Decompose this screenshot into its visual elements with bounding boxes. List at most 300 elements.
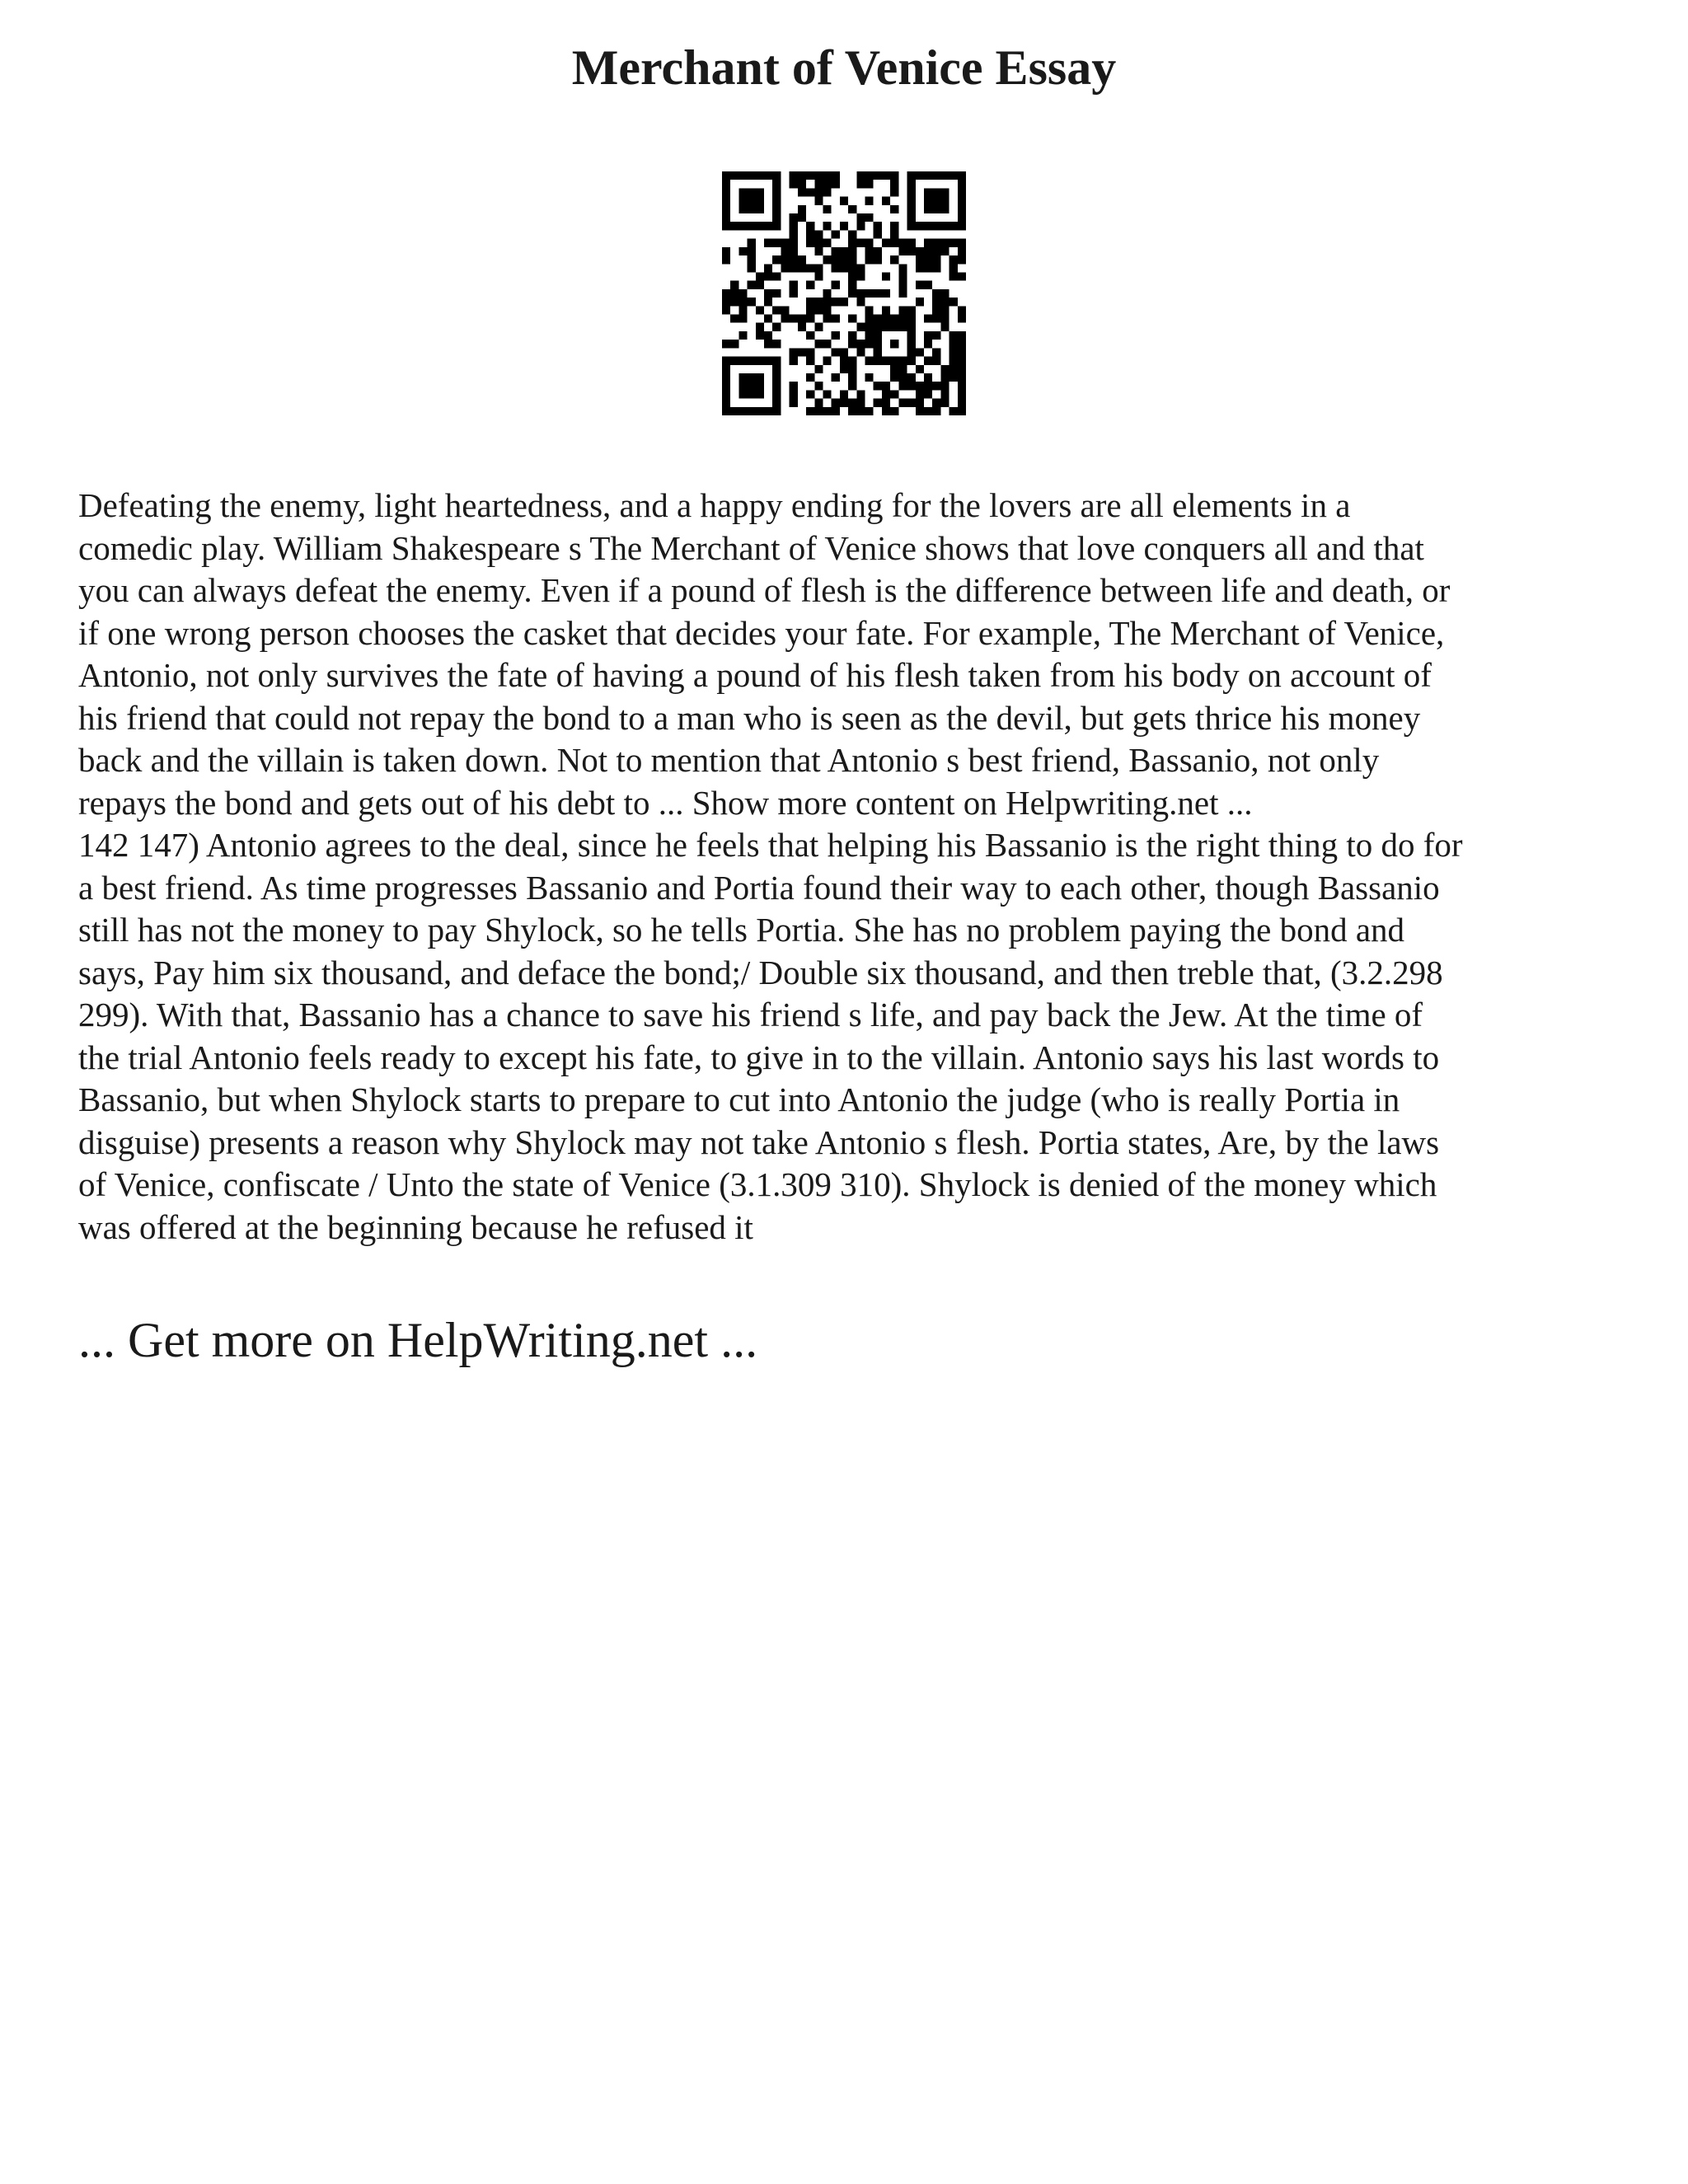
qr-module xyxy=(764,407,772,415)
qr-module xyxy=(756,205,764,213)
qr-module xyxy=(848,373,856,382)
qr-module xyxy=(924,340,932,348)
qr-module xyxy=(790,255,798,264)
qr-module xyxy=(924,390,932,398)
qr-module xyxy=(798,171,806,180)
qr-module xyxy=(814,407,823,415)
qr-module xyxy=(790,382,798,390)
qr-module xyxy=(748,171,756,180)
qr-module xyxy=(898,357,907,365)
qr-module xyxy=(832,407,840,415)
essay-line: 142 147) Antonio agrees to the deal, since he feels that helping his Bassanio is the right thing to do for xyxy=(78,826,1463,864)
qr-module xyxy=(916,399,924,407)
qr-module xyxy=(950,239,958,247)
qr-module xyxy=(764,331,772,340)
qr-module xyxy=(722,407,730,415)
qr-module xyxy=(848,264,856,272)
qr-module xyxy=(790,239,798,247)
qr-module xyxy=(832,373,840,382)
qr-module xyxy=(856,289,865,298)
qr-module xyxy=(907,180,916,188)
qr-module xyxy=(848,340,856,348)
qr-module xyxy=(764,340,772,348)
qr-module xyxy=(772,222,781,230)
qr-module xyxy=(738,197,747,205)
qr-module xyxy=(907,315,916,323)
qr-module xyxy=(907,247,916,255)
qr-module xyxy=(890,357,898,365)
qr-module xyxy=(781,247,789,255)
qr-module xyxy=(814,197,823,205)
qr-module xyxy=(890,239,898,247)
qr-module xyxy=(790,264,798,272)
qr-module xyxy=(814,365,823,373)
qr-module xyxy=(856,340,865,348)
qr-module xyxy=(958,365,966,373)
qr-module xyxy=(958,188,966,196)
qr-module xyxy=(865,247,874,255)
qr-module xyxy=(756,306,764,314)
qr-module xyxy=(738,315,747,323)
qr-module xyxy=(772,197,781,205)
qr-module xyxy=(865,315,874,323)
qr-module xyxy=(898,281,907,289)
qr-module xyxy=(916,298,924,306)
essay-line: of Venice, confiscate / Unto the state of Venice (3.1.309 310). Shylock is denied of the money which xyxy=(78,1165,1437,1203)
qr-module xyxy=(907,357,916,365)
essay-line: repays the bond and gets out of his debt to ... Show more content on Helpwriting.net ... xyxy=(78,783,1253,822)
qr-module xyxy=(748,390,756,398)
qr-module xyxy=(806,298,814,306)
qr-module xyxy=(781,315,789,323)
qr-module xyxy=(756,357,764,365)
qr-module xyxy=(738,188,747,196)
qr-module xyxy=(924,222,932,230)
qr-module xyxy=(848,255,856,264)
qr-module xyxy=(958,222,966,230)
qr-module xyxy=(840,399,848,407)
qr-module xyxy=(950,365,958,373)
qr-module xyxy=(874,357,882,365)
qr-module xyxy=(730,222,738,230)
qr-module xyxy=(932,188,940,196)
qr-module xyxy=(890,230,898,238)
qr-module xyxy=(865,331,874,340)
qr-module xyxy=(823,357,831,365)
qr-module xyxy=(856,399,865,407)
qr-module xyxy=(738,390,747,398)
qr-module xyxy=(940,205,949,213)
qr-module xyxy=(738,331,747,340)
qr-module xyxy=(958,180,966,188)
qr-module xyxy=(882,272,890,280)
qr-module xyxy=(814,382,823,390)
qr-module xyxy=(790,399,798,407)
qr-module xyxy=(874,315,882,323)
qr-module xyxy=(907,188,916,196)
qr-module xyxy=(814,272,823,280)
qr-module xyxy=(874,331,882,340)
qr-module xyxy=(790,222,798,230)
qr-module xyxy=(907,213,916,222)
qr-module xyxy=(814,247,823,255)
qr-module xyxy=(814,180,823,188)
qr-module xyxy=(950,331,958,340)
qr-module xyxy=(748,188,756,196)
qr-module xyxy=(738,407,747,415)
qr-module xyxy=(898,373,907,382)
qr-module xyxy=(924,331,932,340)
qr-module xyxy=(882,239,890,247)
qr-module xyxy=(865,171,874,180)
qr-module xyxy=(890,180,898,188)
qr-module xyxy=(756,188,764,196)
essay-line: you can always defeat the enemy. Even if a pound of flesh is the difference between life and death, or xyxy=(78,571,1451,609)
essay-line: a best friend. As time progresses Bassanio and Portia found their way to each other, though Bassanio xyxy=(78,868,1440,907)
qr-module xyxy=(764,315,772,323)
qr-module xyxy=(738,205,747,213)
qr-module xyxy=(856,213,865,222)
qr-module xyxy=(932,205,940,213)
qr-module xyxy=(940,239,949,247)
qr-code-icon[interactable] xyxy=(722,171,966,415)
qr-module xyxy=(916,255,924,264)
qr-module xyxy=(722,255,730,264)
qr-module xyxy=(898,365,907,373)
qr-module xyxy=(806,407,814,415)
qr-module xyxy=(840,255,848,264)
qr-module xyxy=(856,180,865,188)
qr-module xyxy=(848,365,856,373)
qr-module xyxy=(790,289,798,298)
essay-line: his friend that could not repay the bond to a man who is seen as the devil, but gets thrice his money xyxy=(78,698,1421,737)
qr-module xyxy=(924,407,932,415)
qr-module xyxy=(790,213,798,222)
essay-line: Bassanio, but when Shylock starts to prepare to cut into Antonio the judge (who is really Portia in xyxy=(78,1080,1400,1118)
qr-module xyxy=(832,230,840,238)
qr-module xyxy=(756,382,764,390)
qr-module xyxy=(748,373,756,382)
qr-module xyxy=(874,323,882,331)
qr-module xyxy=(772,373,781,382)
qr-module xyxy=(840,365,848,373)
qr-module xyxy=(898,315,907,323)
qr-module xyxy=(840,357,848,365)
qr-module xyxy=(848,205,856,213)
qr-module xyxy=(950,340,958,348)
qr-module xyxy=(806,264,814,272)
qr-module xyxy=(874,289,882,298)
qr-module xyxy=(848,315,856,323)
qr-module xyxy=(907,306,916,314)
qr-module xyxy=(924,382,932,390)
qr-module xyxy=(856,239,865,247)
qr-module xyxy=(790,171,798,180)
qr-module xyxy=(764,239,772,247)
qr-module xyxy=(958,197,966,205)
qr-module xyxy=(882,390,890,398)
qr-module xyxy=(882,357,890,365)
qr-module xyxy=(865,289,874,298)
qr-module xyxy=(806,171,814,180)
qr-module xyxy=(890,323,898,331)
qr-module xyxy=(814,298,823,306)
qr-module xyxy=(874,247,882,255)
essay-line: says, Pay him six thousand, and deface the bond;/ Double six thousand, and then treble that, (3.2.298 xyxy=(78,953,1443,991)
qr-module xyxy=(958,331,966,340)
qr-module xyxy=(907,171,916,180)
qr-module xyxy=(898,289,907,298)
qr-module xyxy=(958,255,966,264)
qr-module xyxy=(772,407,781,415)
essay-line: still has not the money to pay Shylock, so he tells Portia. She has no problem paying the bond and xyxy=(78,911,1405,949)
qr-module xyxy=(924,255,932,264)
qr-module xyxy=(790,230,798,238)
qr-module xyxy=(865,340,874,348)
qr-module xyxy=(932,306,940,314)
qr-module xyxy=(756,407,764,415)
qr-module xyxy=(764,264,772,272)
qr-module xyxy=(907,373,916,382)
qr-module xyxy=(916,281,924,289)
qr-module xyxy=(772,306,781,314)
qr-module xyxy=(950,171,958,180)
qr-module xyxy=(958,390,966,398)
page-title: Merchant of Venice Essay xyxy=(571,40,1117,95)
qr-module xyxy=(907,399,916,407)
qr-module xyxy=(848,399,856,407)
qr-module xyxy=(890,188,898,196)
qr-module xyxy=(898,272,907,280)
qr-module xyxy=(950,348,958,356)
qr-module xyxy=(798,264,806,272)
qr-module xyxy=(790,247,798,255)
qr-module xyxy=(916,365,924,373)
qr-module xyxy=(907,239,916,247)
qr-module xyxy=(772,180,781,188)
qr-module xyxy=(814,323,823,331)
qr-module xyxy=(882,407,890,415)
qr-module xyxy=(722,289,730,298)
qr-module xyxy=(738,357,747,365)
qr-module xyxy=(832,315,840,323)
qr-module xyxy=(907,331,916,340)
qr-module xyxy=(832,255,840,264)
qr-module xyxy=(890,407,898,415)
qr-module xyxy=(840,264,848,272)
qr-module xyxy=(738,373,747,382)
qr-module xyxy=(814,264,823,272)
qr-module xyxy=(756,222,764,230)
qr-module xyxy=(940,306,949,314)
qr-module xyxy=(848,239,856,247)
qr-module xyxy=(932,348,940,356)
qr-module xyxy=(856,348,865,356)
qr-module xyxy=(874,348,882,356)
qr-module xyxy=(748,382,756,390)
qr-module xyxy=(890,255,898,264)
qr-module xyxy=(924,205,932,213)
qr-module xyxy=(823,171,831,180)
qr-module xyxy=(874,382,882,390)
qr-module xyxy=(756,281,764,289)
qr-module xyxy=(756,323,764,331)
qr-module xyxy=(940,171,949,180)
qr-module xyxy=(748,239,756,247)
qr-module xyxy=(814,306,823,314)
essay-line: comedic play. William Shakespeare s The Merchant of Venice shows that love conquers all and that xyxy=(78,528,1424,567)
qr-module xyxy=(823,188,831,196)
qr-module xyxy=(916,247,924,255)
qr-module xyxy=(840,348,848,356)
qr-module xyxy=(890,340,898,348)
qr-module xyxy=(730,407,738,415)
qr-module xyxy=(832,298,840,306)
qr-module xyxy=(738,222,747,230)
qr-module xyxy=(806,373,814,382)
qr-module xyxy=(781,239,789,247)
qr-module xyxy=(722,365,730,373)
qr-module xyxy=(932,331,940,340)
qr-module xyxy=(940,188,949,196)
qr-module xyxy=(874,399,882,407)
qr-module xyxy=(722,222,730,230)
qr-module xyxy=(772,357,781,365)
qr-module xyxy=(764,272,772,280)
qr-module xyxy=(882,197,890,205)
qr-module xyxy=(958,382,966,390)
qr-module xyxy=(738,289,747,298)
qr-module xyxy=(924,197,932,205)
qr-module xyxy=(806,239,814,247)
essay-line: was offered at the beginning because he refused it xyxy=(78,1207,753,1246)
qr-module xyxy=(772,399,781,407)
qr-module xyxy=(798,348,806,356)
qr-module xyxy=(890,171,898,180)
qr-module xyxy=(848,272,856,280)
qr-module xyxy=(856,272,865,280)
qr-module xyxy=(958,407,966,415)
qr-module xyxy=(865,357,874,365)
qr-module xyxy=(832,331,840,340)
qr-module xyxy=(832,348,840,356)
qr-module xyxy=(874,340,882,348)
qr-module xyxy=(856,323,865,331)
essay-line: back and the villain is taken down. Not to mention that Antonio s best friend, Bassanio, not only xyxy=(78,741,1380,779)
qr-module xyxy=(823,407,831,415)
qr-module xyxy=(722,306,730,314)
qr-module xyxy=(823,239,831,247)
qr-module xyxy=(940,222,949,230)
qr-module xyxy=(814,171,823,180)
qr-module xyxy=(772,255,781,264)
qr-module xyxy=(772,213,781,222)
qr-module xyxy=(772,289,781,298)
qr-module xyxy=(932,315,940,323)
qr-module xyxy=(823,222,831,230)
qr-module xyxy=(856,298,865,306)
qr-module xyxy=(958,357,966,365)
qr-module xyxy=(848,331,856,340)
qr-module xyxy=(940,298,949,306)
qr-module xyxy=(907,205,916,213)
qr-module xyxy=(940,373,949,382)
qr-module xyxy=(890,390,898,398)
qr-module xyxy=(806,348,814,356)
qr-module xyxy=(738,298,747,306)
qr-module xyxy=(907,382,916,390)
qr-module xyxy=(882,171,890,180)
qr-module xyxy=(730,171,738,180)
qr-module xyxy=(907,197,916,205)
qr-module xyxy=(856,222,865,230)
qr-module xyxy=(798,255,806,264)
qr-module xyxy=(722,373,730,382)
qr-module xyxy=(865,373,874,382)
qr-module xyxy=(798,205,806,213)
qr-module xyxy=(874,255,882,264)
qr-module xyxy=(772,272,781,280)
qr-code-graphic xyxy=(722,171,966,415)
qr-module xyxy=(823,289,831,298)
qr-module xyxy=(748,264,756,272)
qr-module xyxy=(856,407,865,415)
qr-module xyxy=(950,298,958,306)
qr-module xyxy=(832,180,840,188)
qr-module xyxy=(832,281,840,289)
qr-module xyxy=(738,306,747,314)
get-more-link[interactable]: ... Get more on HelpWriting.net ... xyxy=(78,1313,758,1367)
qr-module xyxy=(738,247,747,255)
qr-module xyxy=(907,340,916,348)
qr-module xyxy=(950,255,958,264)
qr-module xyxy=(772,340,781,348)
qr-module xyxy=(790,357,798,365)
essay-line: 299). With that, Bassanio has a chance to save his friend s life, and pay back the Jew. At the time of xyxy=(78,996,1423,1033)
qr-module xyxy=(823,306,831,314)
qr-module xyxy=(940,382,949,390)
qr-module xyxy=(806,306,814,314)
qr-module xyxy=(950,373,958,382)
qr-module xyxy=(890,222,898,230)
qr-module xyxy=(932,407,940,415)
qr-module xyxy=(848,247,856,255)
qr-module xyxy=(823,298,831,306)
qr-module xyxy=(916,171,924,180)
qr-module xyxy=(940,289,949,298)
qr-module xyxy=(865,180,874,188)
qr-module xyxy=(882,289,890,298)
qr-module xyxy=(950,272,958,280)
qr-module xyxy=(748,255,756,264)
qr-module xyxy=(856,390,865,398)
qr-module xyxy=(764,289,772,298)
qr-module xyxy=(722,197,730,205)
qr-module xyxy=(848,289,856,298)
qr-module xyxy=(924,264,932,272)
qr-module xyxy=(940,247,949,255)
qr-module xyxy=(865,239,874,247)
qr-module xyxy=(856,171,865,180)
qr-module xyxy=(738,382,747,390)
qr-module xyxy=(907,222,916,230)
qr-module xyxy=(823,340,831,348)
qr-module xyxy=(722,357,730,365)
qr-module xyxy=(790,348,798,356)
qr-module xyxy=(748,357,756,365)
qr-module xyxy=(756,331,764,340)
qr-module xyxy=(806,331,814,340)
